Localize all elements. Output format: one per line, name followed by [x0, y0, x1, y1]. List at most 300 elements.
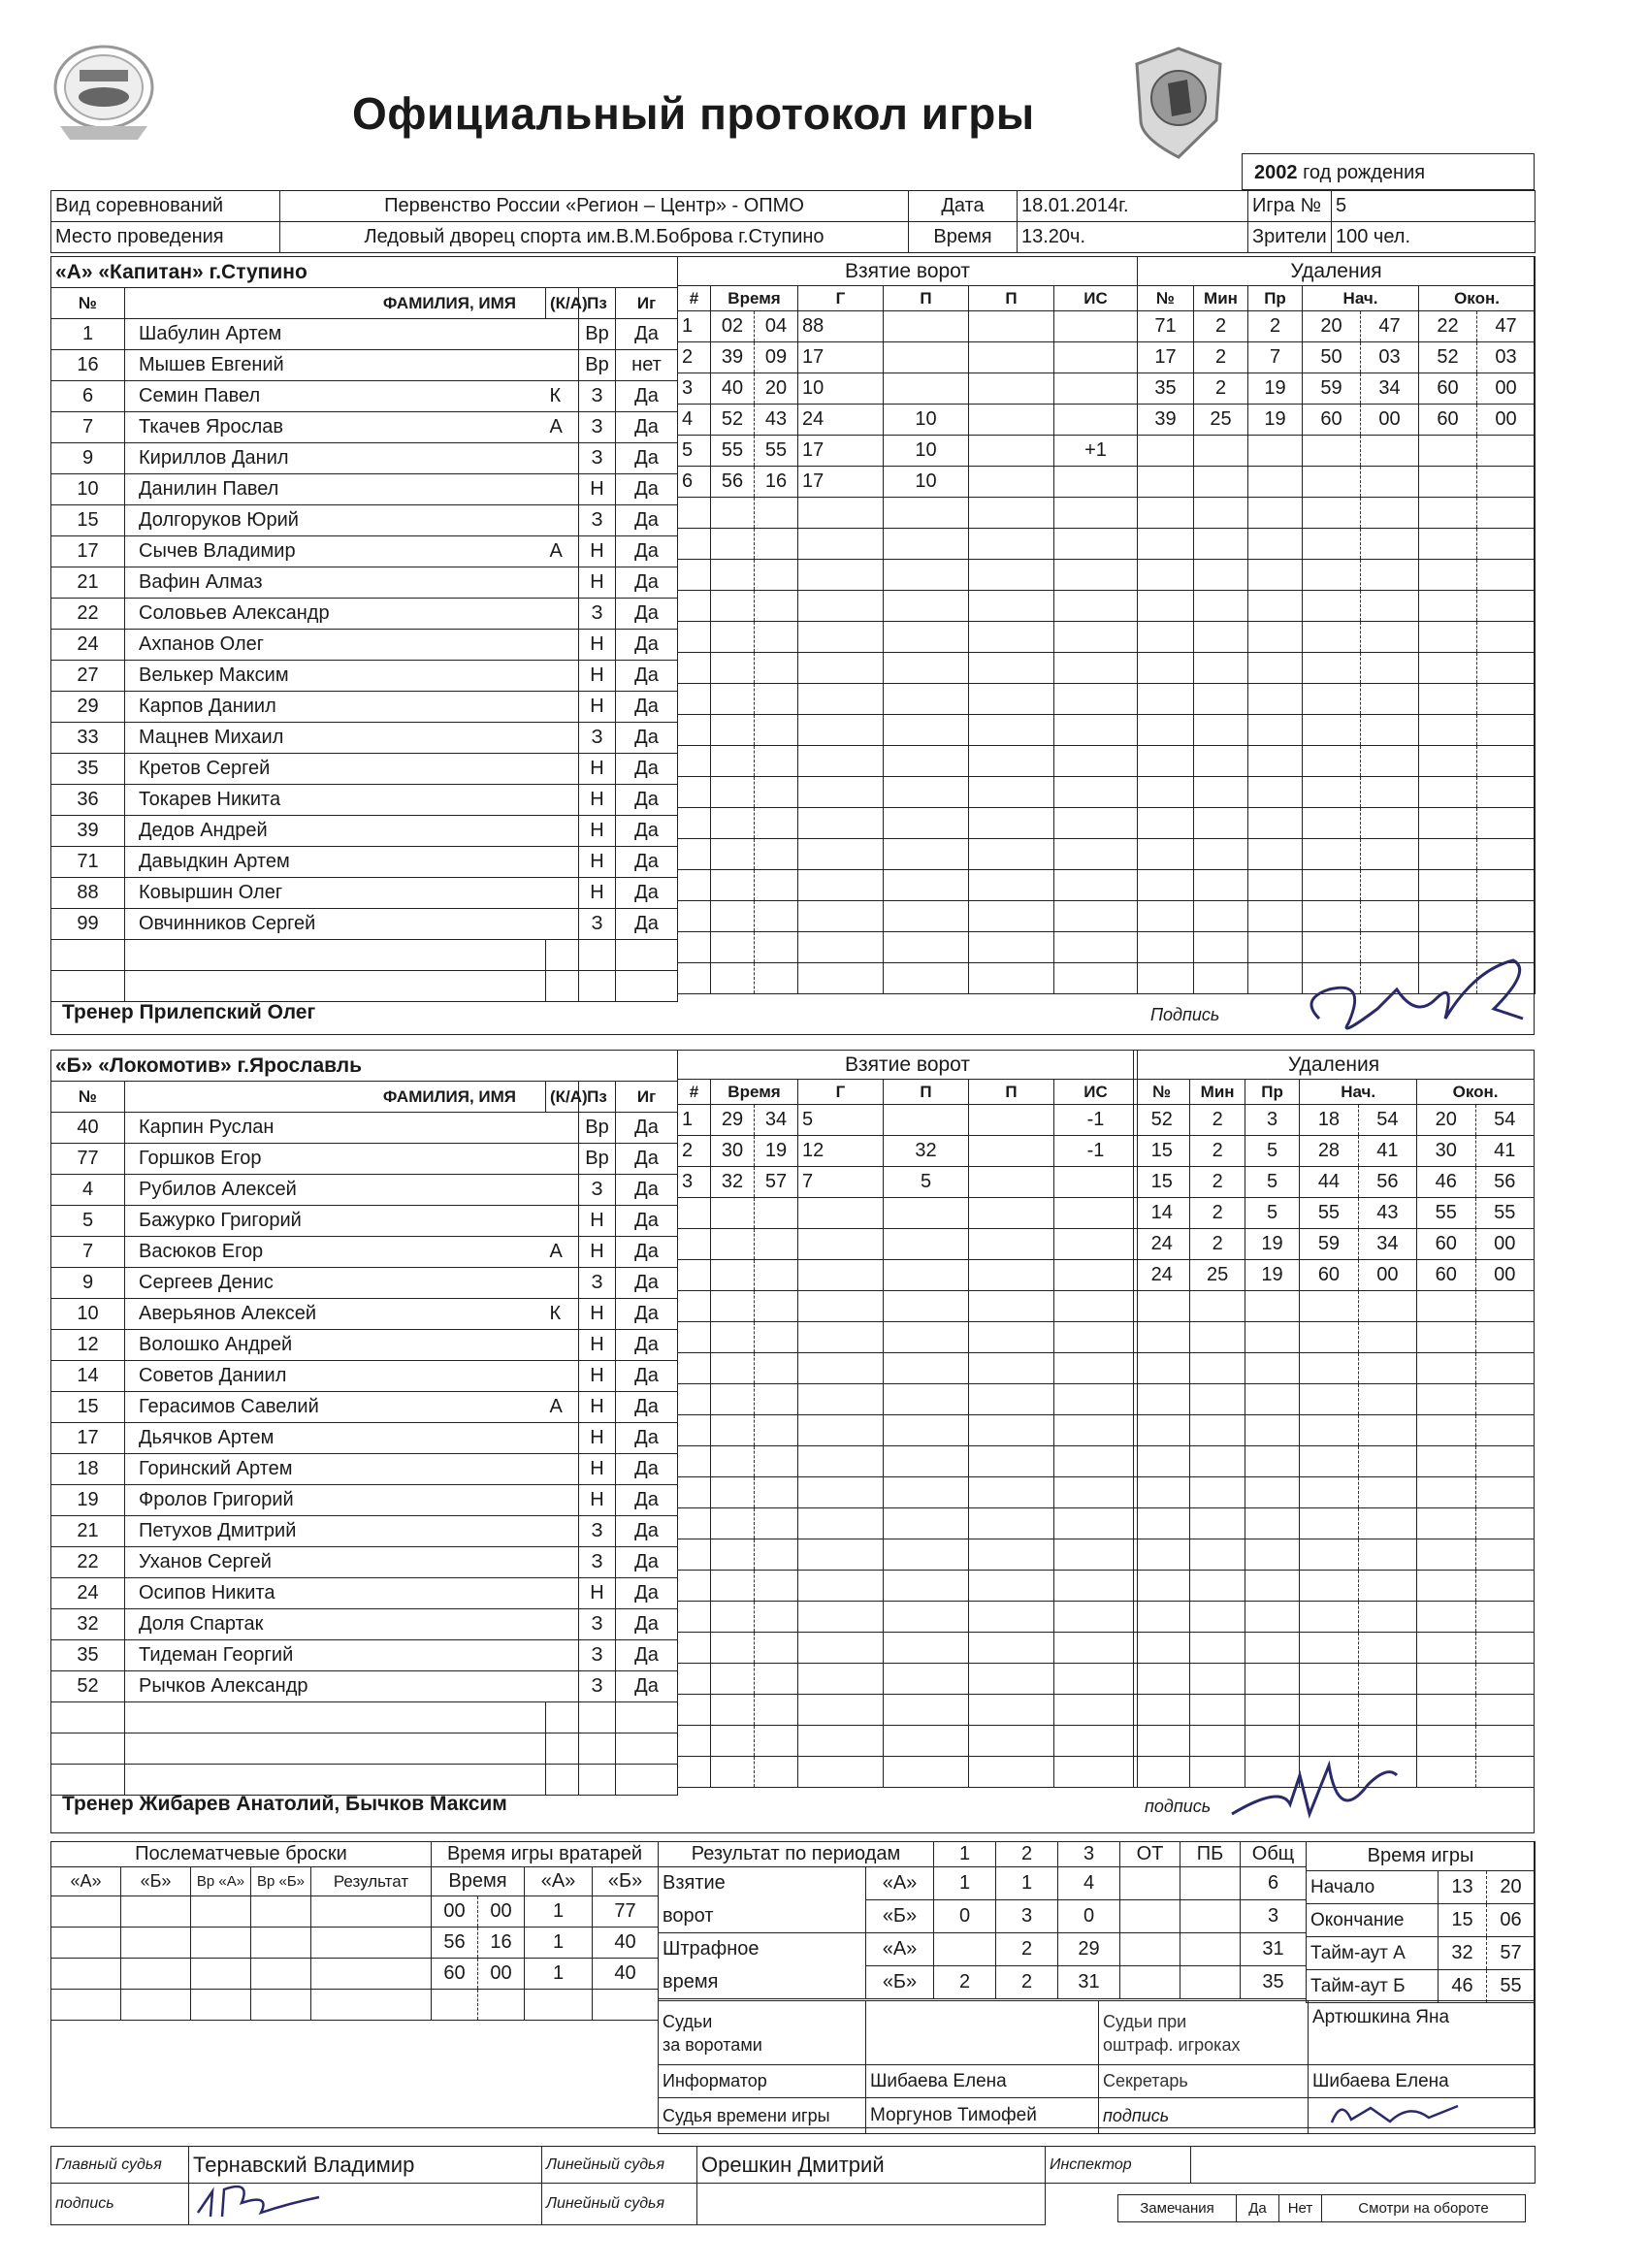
player-position: Н	[579, 567, 616, 599]
player-number: 9	[51, 443, 125, 474]
col-pen-num: №	[1134, 1080, 1190, 1105]
player-row	[51, 1516, 678, 1547]
remarks-yes[interactable]: Да	[1237, 2195, 1279, 2222]
goal-index	[678, 870, 711, 901]
spacer	[513, 1175, 546, 1206]
spacer	[513, 754, 546, 785]
penalty-row	[1134, 1229, 1535, 1260]
player-number: 35	[51, 754, 125, 785]
goal-row	[678, 560, 1138, 591]
goal-scorer	[798, 746, 884, 777]
player-name: Мацнев Михаил	[125, 723, 513, 754]
penalty-row	[1138, 560, 1536, 591]
player-ka	[546, 754, 579, 785]
goal-row	[678, 1291, 1138, 1322]
penalty-minutes	[1194, 777, 1248, 808]
player-played: Да	[616, 474, 678, 505]
goal-index	[678, 1571, 711, 1602]
goal-index	[678, 1198, 711, 1229]
player-number: 33	[51, 723, 125, 754]
penalty-end-min	[1417, 1384, 1475, 1415]
goal-assist-1	[884, 560, 969, 591]
goal-scorer: 7	[798, 1167, 884, 1198]
penalty-end-min	[1419, 591, 1477, 622]
goal-second	[755, 1633, 798, 1664]
player-name: Тидеман Георгий	[125, 1640, 513, 1671]
goal-scorer	[798, 715, 884, 746]
goal-scorer	[798, 591, 884, 622]
penalty-player	[1134, 1602, 1190, 1633]
penalty-end-sec: 56	[1475, 1167, 1535, 1198]
goal-second	[755, 1571, 798, 1602]
goal-row	[678, 1539, 1138, 1571]
goal-scorer	[798, 1633, 884, 1664]
goal-row	[678, 591, 1138, 622]
penalty-end-min: 60	[1417, 1260, 1475, 1291]
goal-assist-1	[884, 1229, 969, 1260]
informer-label: Информатор	[659, 2065, 866, 2098]
goal-assist-1: 10	[884, 405, 969, 436]
goal-situation	[1054, 1322, 1138, 1353]
col-goal: Г	[798, 1080, 884, 1105]
goal-assist-1	[884, 839, 969, 870]
penalty-end-min	[1417, 1726, 1475, 1757]
col-assist-1: П	[884, 1080, 969, 1105]
goal-scorer: 88	[798, 311, 884, 342]
player-name: Горшков Егор	[125, 1144, 513, 1175]
goal-assist-1: 5	[884, 1167, 969, 1198]
spacer	[513, 1392, 546, 1423]
goal-index: 3	[678, 1167, 711, 1198]
player-row	[51, 319, 678, 350]
penalty-player	[1138, 622, 1194, 653]
goal-index	[678, 1477, 711, 1508]
player-played	[616, 1733, 678, 1765]
penalty-end-min	[1417, 1539, 1475, 1571]
team-a-coach: Тренер Прилепский Олег	[62, 1001, 316, 1023]
period-col-1: 1	[934, 1842, 996, 1867]
player-played: Да	[616, 1175, 678, 1206]
goal-row	[678, 1260, 1138, 1291]
player-played: Да	[616, 567, 678, 599]
goal-assist-1	[884, 963, 969, 994]
goal-assist-2	[969, 373, 1054, 405]
penalty-start-sec	[1361, 746, 1419, 777]
penalty-minutes	[1194, 715, 1248, 746]
goal-row	[678, 1726, 1138, 1757]
spacer	[513, 1485, 546, 1516]
penalty-end-min	[1417, 1571, 1475, 1602]
penalty-minutes: 2	[1190, 1105, 1245, 1136]
player-name: Кретов Сергей	[125, 754, 513, 785]
player-number: 19	[51, 1485, 125, 1516]
player-ka	[546, 909, 579, 940]
goal-assist-1	[884, 932, 969, 963]
penalty-end-sec	[1477, 777, 1536, 808]
penalty-row	[1138, 684, 1536, 715]
penalty-minutes	[1194, 436, 1248, 467]
goal-row	[678, 1167, 1138, 1198]
player-row	[51, 567, 678, 599]
remarks-table	[1117, 2194, 1526, 2222]
goal-assist-2	[969, 467, 1054, 498]
player-name: Сычев Владимир	[125, 536, 513, 567]
penalty-start-sec	[1358, 1539, 1416, 1571]
penalty-start-min	[1300, 1695, 1358, 1726]
penalty-end-sec: 54	[1475, 1105, 1535, 1136]
penalty-reason: 5	[1245, 1167, 1299, 1198]
player-position: З	[579, 723, 616, 754]
player-played: Да	[616, 1392, 678, 1423]
goal-second	[755, 1229, 798, 1260]
goalie-col-time: Время	[432, 1867, 525, 1896]
goal-index	[678, 1695, 711, 1726]
penalty-row	[1138, 373, 1536, 405]
player-played: нет	[616, 350, 678, 381]
player-row	[51, 754, 678, 785]
penalty-end-min	[1419, 467, 1477, 498]
penalty-row	[1138, 653, 1536, 684]
secretary-signature	[1309, 2098, 1536, 2134]
spacer	[513, 599, 546, 630]
goal-second	[755, 963, 798, 994]
spacer	[513, 692, 546, 723]
goal-minute	[711, 1571, 755, 1602]
penalty-start-sec	[1361, 529, 1419, 560]
game-time-label: Окончание	[1307, 1904, 1439, 1937]
col-hash: #	[678, 1080, 711, 1105]
penalty-start-min: 50	[1303, 342, 1361, 373]
penalty-start-sec	[1358, 1602, 1416, 1633]
goal-assist-2	[969, 1633, 1054, 1664]
penalty-reason	[1248, 684, 1303, 715]
goal-minute	[711, 1291, 755, 1322]
spacer	[513, 350, 546, 381]
penalty-end-min: 60	[1419, 373, 1477, 405]
penalty-end-sec	[1477, 901, 1536, 932]
player-row	[51, 1702, 678, 1733]
penalty-start-sec: 56	[1358, 1167, 1416, 1198]
penalty-end-sec: 47	[1477, 311, 1536, 342]
player-name: Осипов Никита	[125, 1578, 513, 1609]
player-played: Да	[616, 723, 678, 754]
player-ka	[546, 816, 579, 847]
player-position: Вр	[579, 1144, 616, 1175]
penalty-end-sec	[1475, 1571, 1535, 1602]
player-position: Н	[579, 1454, 616, 1485]
goal-minute	[711, 1508, 755, 1539]
penalty-end-min	[1417, 1477, 1475, 1508]
goal-row	[678, 932, 1138, 963]
goal-situation	[1054, 808, 1138, 839]
penalty-end-sec	[1475, 1384, 1535, 1415]
goal-second	[755, 901, 798, 932]
penalty-row	[1134, 1322, 1535, 1353]
goal-index	[678, 1757, 711, 1788]
penalty-start-min	[1300, 1477, 1358, 1508]
pim-a-p1	[934, 1933, 996, 1966]
player-name: Давыдкин Артем	[125, 847, 513, 878]
goal-row	[678, 653, 1138, 684]
player-number: 21	[51, 567, 125, 599]
player-row	[51, 661, 678, 692]
penalty-minutes	[1194, 963, 1248, 994]
player-row	[51, 723, 678, 754]
team-b-coach-signature	[1222, 1746, 1416, 1838]
penalty-minutes	[1194, 870, 1248, 901]
penalty-player	[1138, 684, 1194, 715]
col-name: ФАМИЛИЯ, ИМЯ	[125, 1082, 546, 1113]
penalty-start-sec	[1358, 1353, 1416, 1384]
goal-situation	[1054, 963, 1138, 994]
player-ka	[546, 1330, 579, 1361]
player-played: Да	[616, 1423, 678, 1454]
goal-row	[678, 373, 1138, 405]
penalty-player	[1134, 1353, 1190, 1384]
player-row	[51, 505, 678, 536]
spacer	[513, 1299, 546, 1330]
goal-assist-2	[969, 436, 1054, 467]
penalty-start-sec: 54	[1358, 1105, 1416, 1136]
player-position: Н	[579, 1299, 616, 1330]
goal-scorer	[798, 932, 884, 963]
goal-row	[678, 1477, 1138, 1508]
player-name: Фролов Григорий	[125, 1485, 513, 1516]
penalty-minutes	[1190, 1322, 1245, 1353]
penalty-end-min	[1417, 1291, 1475, 1322]
player-row	[51, 1640, 678, 1671]
penalty-end-sec	[1475, 1322, 1535, 1353]
player-position: Н	[579, 630, 616, 661]
penalty-reason	[1248, 529, 1303, 560]
goal-second	[755, 1260, 798, 1291]
player-position: З	[579, 1640, 616, 1671]
penalty-end-sec	[1475, 1633, 1535, 1664]
goal-second	[755, 1384, 798, 1415]
game-time-table	[1306, 1841, 1536, 2003]
penalty-reason	[1245, 1415, 1299, 1446]
penalty-player	[1138, 591, 1194, 622]
player-played: Да	[616, 909, 678, 940]
penalty-start-min	[1303, 498, 1361, 529]
goal-assist-2	[969, 529, 1054, 560]
player-number	[51, 940, 125, 971]
goalie-b: 77	[593, 1896, 659, 1928]
goal-scorer	[798, 498, 884, 529]
player-position: Н	[579, 816, 616, 847]
player-ka	[546, 1175, 579, 1206]
player-played: Да	[616, 1640, 678, 1671]
player-name: Васюков Егор	[125, 1237, 513, 1268]
goal-scorer: 12	[798, 1136, 884, 1167]
col-num: №	[51, 1082, 125, 1113]
shootout-col-b: «Б»	[121, 1867, 191, 1896]
goal-assist-2	[969, 1322, 1054, 1353]
remarks-no[interactable]: Нет	[1279, 2195, 1322, 2222]
penalty-end-sec	[1475, 1664, 1535, 1695]
penalty-start-min	[1303, 808, 1361, 839]
penalty-end-min	[1419, 653, 1477, 684]
goal-situation	[1054, 1602, 1138, 1633]
goal-second: 16	[755, 467, 798, 498]
penalty-judge-value: Артюшкина Яна	[1309, 2001, 1536, 2065]
player-position: Н	[579, 1237, 616, 1268]
player-played: Да	[616, 785, 678, 816]
col-pen-num: №	[1138, 286, 1194, 311]
penalty-minutes	[1190, 1633, 1245, 1664]
goal-scorer	[798, 622, 884, 653]
goals-label: Взятие	[659, 1867, 866, 1900]
penalty-minutes: 2	[1190, 1229, 1245, 1260]
goal-row	[678, 311, 1138, 342]
goal-index: 3	[678, 373, 711, 405]
player-row	[51, 1671, 678, 1702]
player-played: Да	[616, 661, 678, 692]
goal-scorer: 24	[798, 405, 884, 436]
penalty-end-min	[1419, 901, 1477, 932]
goal-minute: 02	[711, 311, 755, 342]
goal-minute: 56	[711, 467, 755, 498]
player-name	[125, 1702, 513, 1733]
goal-index	[678, 1291, 711, 1322]
game-value: 5	[1332, 191, 1536, 222]
goal-situation	[1054, 932, 1138, 963]
penalty-start-sec: 34	[1358, 1229, 1416, 1260]
player-number: 29	[51, 692, 125, 723]
penalty-row	[1134, 1353, 1535, 1384]
penalty-reason: 19	[1248, 405, 1303, 436]
goal-index	[678, 808, 711, 839]
player-number: 36	[51, 785, 125, 816]
spacer	[513, 1330, 546, 1361]
goal-situation: +1	[1054, 436, 1138, 467]
player-name: Ковыршин Олег	[125, 878, 513, 909]
player-ka	[546, 940, 579, 971]
goal-assist-2	[969, 1105, 1054, 1136]
goal-scorer	[798, 870, 884, 901]
goals-b-ot	[1120, 1900, 1180, 1933]
penalty-start-min	[1300, 1415, 1358, 1446]
goal-assist-2	[969, 405, 1054, 436]
penalty-end-sec	[1475, 1446, 1535, 1477]
col-pen-start: Нач.	[1303, 286, 1419, 311]
place-label: Место проведения	[51, 222, 280, 253]
player-name: Ткачев Ярослав	[125, 412, 513, 443]
penalty-end-sec	[1477, 622, 1536, 653]
player-position	[579, 1702, 616, 1733]
player-ka	[546, 505, 579, 536]
goal-index	[678, 653, 711, 684]
player-row	[51, 1268, 678, 1299]
penalty-row	[1134, 1415, 1535, 1446]
player-ka	[546, 1640, 579, 1671]
penalty-reason	[1248, 591, 1303, 622]
goal-minute	[711, 1415, 755, 1446]
penalty-player	[1134, 1633, 1190, 1664]
goal-assist-2	[969, 1291, 1054, 1322]
col-ig: Иг	[616, 288, 678, 319]
penalty-reason	[1248, 498, 1303, 529]
goal-assist-2	[969, 715, 1054, 746]
chief-sign-label: подпись	[51, 2184, 189, 2225]
penalty-reason	[1248, 777, 1303, 808]
player-played: Да	[616, 630, 678, 661]
penalty-row	[1138, 311, 1536, 342]
goal-minute	[711, 1633, 755, 1664]
player-row	[51, 474, 678, 505]
player-ka	[546, 1423, 579, 1454]
informer-value: Шибаева Елена	[866, 2065, 1099, 2098]
goalie-second: 16	[478, 1928, 525, 1959]
goal-situation	[1054, 1726, 1138, 1757]
player-name: Велькер Максим	[125, 661, 513, 692]
player-ka	[546, 1671, 579, 1702]
goal-assist-2	[969, 839, 1054, 870]
penalty-player: 24	[1134, 1229, 1190, 1260]
goal-situation	[1054, 342, 1138, 373]
player-position: Н	[579, 474, 616, 505]
player-position	[579, 940, 616, 971]
goal-assist-2	[969, 560, 1054, 591]
penalty-row	[1134, 1571, 1535, 1602]
player-position: З	[579, 1671, 616, 1702]
player-row	[51, 785, 678, 816]
goal-assist-1	[884, 684, 969, 715]
player-name: Карпин Руслан	[125, 1113, 513, 1144]
penalty-minutes	[1194, 467, 1248, 498]
goal-minute	[711, 1602, 755, 1633]
penalty-start-min	[1303, 870, 1361, 901]
goal-minute: 29	[711, 1105, 755, 1136]
goal-assist-1: 10	[884, 467, 969, 498]
goal-minute: 55	[711, 436, 755, 467]
penalty-reason	[1245, 1508, 1299, 1539]
player-played: Да	[616, 599, 678, 630]
goal-assist-1	[884, 1477, 969, 1508]
player-number: 4	[51, 1175, 125, 1206]
goal-situation	[1054, 746, 1138, 777]
goal-minute	[711, 1260, 755, 1291]
goal-situation	[1054, 1539, 1138, 1571]
player-name: Рычков Александр	[125, 1671, 513, 1702]
goal-row	[678, 808, 1138, 839]
goal-assist-2	[969, 1664, 1054, 1695]
penalty-row	[1134, 1508, 1535, 1539]
player-position: Н	[579, 1578, 616, 1609]
pim-a-p2: 2	[996, 1933, 1058, 1966]
goal-row	[678, 1105, 1138, 1136]
penalty-row	[1138, 901, 1536, 932]
player-ka: А	[546, 1237, 579, 1268]
goal-index	[678, 1633, 711, 1664]
spacer	[513, 878, 546, 909]
player-position	[579, 971, 616, 1002]
player-row	[51, 350, 678, 381]
goal-minute	[711, 1664, 755, 1695]
goal-assist-2	[969, 808, 1054, 839]
player-played: Да	[616, 412, 678, 443]
shootout-table	[50, 1841, 432, 2021]
penalty-reason	[1248, 653, 1303, 684]
linesman-2-value	[697, 2184, 1046, 2225]
team-a-penalties	[1137, 256, 1536, 994]
penalty-minutes: 2	[1194, 373, 1248, 405]
penalty-start-min	[1303, 746, 1361, 777]
penalty-player: 24	[1134, 1260, 1190, 1291]
goal-scorer	[798, 901, 884, 932]
player-name: Соловьев Александр	[125, 599, 513, 630]
goal-assist-1	[884, 808, 969, 839]
